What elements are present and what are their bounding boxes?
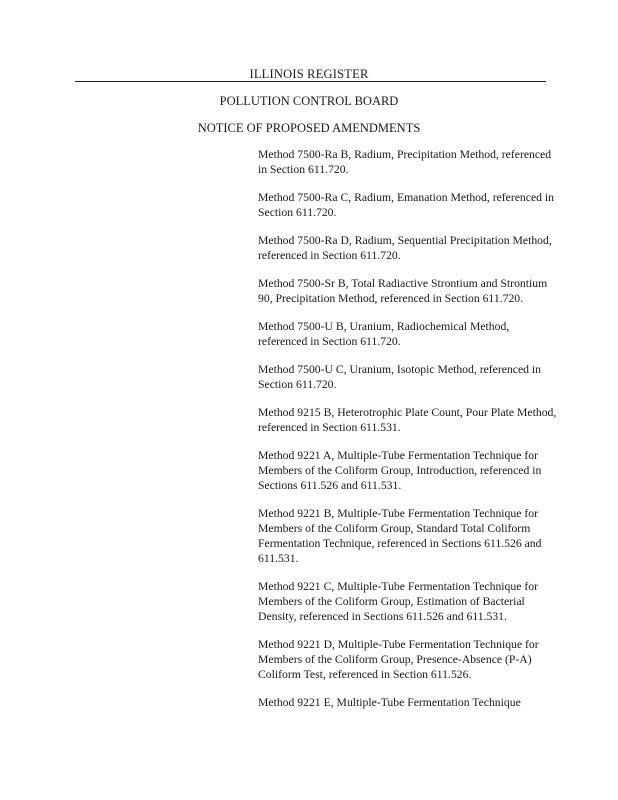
board-name: POLLUTION CONTROL BOARD bbox=[219, 94, 399, 108]
method-entry: Method 7500-Ra B, Radium, Precipitation Method, referenced in Section 611.720. bbox=[258, 148, 552, 176]
method-entry: Method 9221 E, Multiple-Tube Fermentation Technique bbox=[258, 696, 521, 709]
method-entry: Method 9221 B, Multiple-Tube Fermentation Technique for Members of the Coliform Group, Standard Total Coliform Fermentation Technique, referenced in Sections 611.526 and 611.531. bbox=[258, 507, 542, 565]
register-title: ILLINOIS REGISTER bbox=[249, 67, 369, 81]
method-list bbox=[258, 147, 558, 723]
method-entry: Method 9221 D, Multiple-Tube Fermentation Technique for Members of the Coliform Group, Presence-Absence (P-A) Coliform Test, referenced in Section 611.526. bbox=[258, 638, 539, 681]
method-entry: Method 7500-Ra D, Radium, Sequential Precipitation Method, referenced in Section 611.720. bbox=[258, 234, 552, 262]
method-entry: Method 7500-Ra C, Radium, Emanation Method, referenced in Section 611.720. bbox=[258, 191, 555, 219]
header-divider bbox=[75, 81, 546, 82]
notice-title: NOTICE OF PROPOSED AMENDMENTS bbox=[197, 121, 421, 135]
method-entry: Method 9221 C, Multiple-Tube Fermentation Technique for Members of the Coliform Group, Estimation of Bacterial Density, referenced in Sections 611.526 and 611.531. bbox=[258, 580, 538, 623]
method-entry: Method 9215 B, Heterotrophic Plate Count, Pour Plate Method, referenced in Section 611.531. bbox=[258, 406, 557, 434]
method-entry: Method 9221 A, Multiple-Tube Fermentation Technique for Members of the Coliform Group, Introduction, referenced in Sections 611.526 and 611.531. bbox=[258, 449, 542, 492]
method-entry: Method 7500-U C, Uranium, Isotopic Method, referenced in Section 611.720. bbox=[258, 363, 542, 391]
method-entry: Method 7500-U B, Uranium, Radiochemical Method, referenced in Section 611.720. bbox=[258, 320, 510, 348]
method-entry: Method 7500-Sr B, Total Radiactive Strontium and Strontium 90, Precipitation Method, referenced in Section 611.720. bbox=[258, 277, 548, 305]
